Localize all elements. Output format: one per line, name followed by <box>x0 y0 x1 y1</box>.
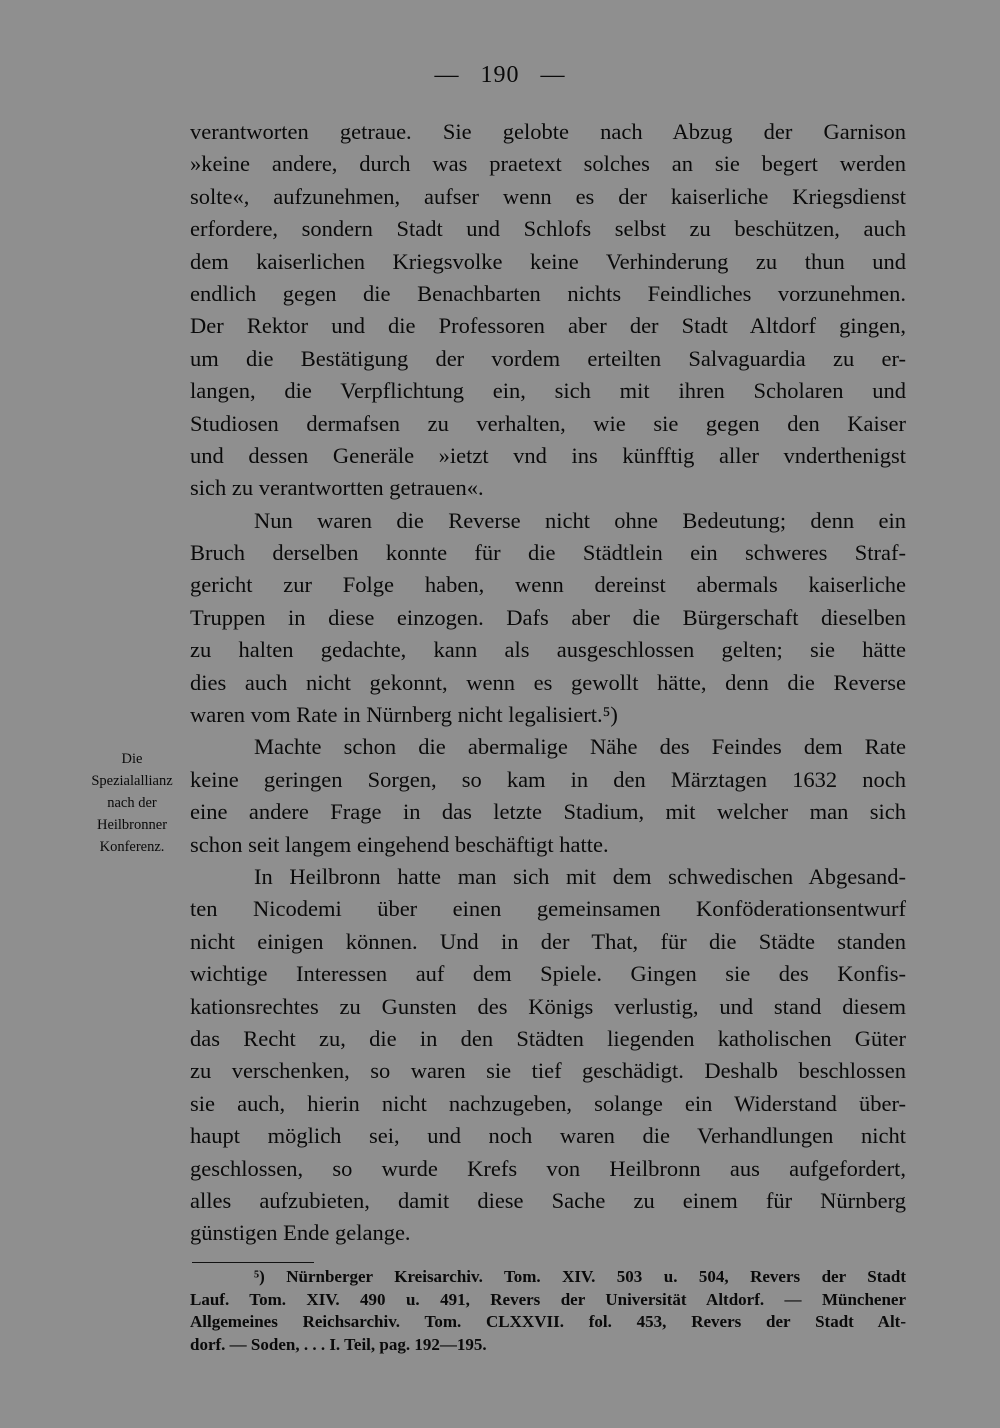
text-line: günstigen Ende gelange. <box>190 1220 411 1246</box>
margin-note-line: nach der <box>107 795 157 811</box>
text-line: Nun waren die Reverse nicht ohne Bedeutung; denn ein <box>254 507 906 533</box>
margin-note-line: Die <box>121 751 143 767</box>
header-dash-left: — <box>434 62 460 88</box>
text-line: endlich gegen die Benachbarten nichts Feindliches vorzunehmen. <box>190 280 906 306</box>
footnote-line: Lauf. Tom. XIV. 490 u. 491, Revers der Universität Altdorf. — Münchener <box>190 1289 906 1309</box>
header-dash-right: — <box>540 62 566 88</box>
text-line: kationsrechtes zu Gunsten des Königs verlustig, und stand diesem <box>190 993 906 1019</box>
text-line: Der Rektor und die Professoren aber der Stadt Altdorf gingen, <box>190 313 906 339</box>
text-line: dem kaiserlichen Kriegsvolke keine Verhinderung zu thun und <box>190 248 906 274</box>
text-line: alles aufzubieten, damit diese Sache zu einem für Nürnberg <box>190 1187 906 1213</box>
footnotes <box>190 1266 906 1356</box>
text-line: haupt möglich sei, und noch waren die Verhandlungen nicht <box>190 1123 906 1149</box>
text-line: Truppen in diese einzogen. Dafs aber die Bürgerschaft dieselben <box>190 604 906 630</box>
text-line: ten Nicodemi über einen gemeinsamen Konföderationsentwurf <box>190 896 906 922</box>
margin-note-line: Konferenz. <box>99 839 165 855</box>
text-line: dies auch nicht gekonnt, wenn es gewollt hätte, denn die Reverse <box>190 669 906 695</box>
text-line: und dessen Generäle »ietzt vnd ins künfftig aller vnderthenigst <box>190 442 906 468</box>
text-line: nicht einigen können. Und in der That, für die Städte standen <box>190 928 906 954</box>
text-line: zu verschenken, so waren sie tief geschädigt. Deshalb beschlossen <box>190 1058 906 1084</box>
text-line: Studiosen dermafsen zu verhalten, wie sie gegen den Kaiser <box>190 410 906 436</box>
text-line: das Recht zu, die in den Städten liegenden katholischen Güter <box>190 1025 906 1051</box>
text-line: In Heilbronn hatte man sich mit dem schwedischen Abgesand- <box>254 863 906 889</box>
text-line: erfordere, sondern Stadt und Schlofs selbst zu beschützen, auch <box>190 216 906 242</box>
main-text <box>190 116 906 1250</box>
text-line: Bruch derselben konnte für die Städtlein ein schweres Straf- <box>190 540 906 566</box>
margin-note-line: Heilbronner <box>96 817 168 833</box>
text-line: keine geringen Sorgen, so kam in den Märztagen 1632 noch <box>190 766 906 792</box>
page-header <box>0 62 1000 89</box>
text-line: sich zu verantwortten getrauen«. <box>190 475 484 501</box>
margin-note-line: Spezialallianz <box>91 773 173 789</box>
text-line: um die Bestätigung der vordem erteilten Salvaguardia zu er- <box>190 345 906 371</box>
footnote-line: Allgemeines Reichsarchiv. Tom. CLXXVII. fol. 453, Revers der Stadt Alt- <box>190 1312 906 1331</box>
text-line: zu halten gedachte, kann als ausgeschlossen gelten; sie hätte <box>190 637 906 663</box>
text-line: geschlossen, so wurde Krefs von Heilbronn aus aufgefordert, <box>190 1155 906 1181</box>
text-line: »keine andere, durch was praetext solches an sie begert werden <box>190 151 906 177</box>
footnote-divider <box>192 1262 314 1263</box>
text-line: solte«, aufzunehmen, aufser wenn es der kaiserliche Kriegsdienst <box>190 183 906 209</box>
text-line: gericht zur Folge haben, wenn dereinst abermals kaiserliche <box>190 572 906 598</box>
text-line: eine andere Frage in das letzte Stadium, mit welcher man sich <box>190 799 906 825</box>
footnote-line: dorf. — Soden, . . . I. Teil, pag. 192—195. <box>190 1334 487 1354</box>
text-line: schon seit langem eingehend beschäftigt hatte. <box>190 831 609 857</box>
text-line: langen, die Verpflichtung ein, sich mit ihren Scholaren und <box>190 378 906 404</box>
text-line: wichtige Interessen auf dem Spiele. Gingen sie des Konfis- <box>190 961 906 987</box>
page-number: 190 <box>480 62 520 88</box>
text-line: sie auch, hierin nicht nachzugeben, solange ein Widerstand über- <box>190 1090 906 1116</box>
text-line: waren vom Rate in Nürnberg nicht legalisiert.⁵) <box>190 702 618 728</box>
text-line: Machte schon die abermalige Nähe des Feindes dem Rate <box>254 734 906 760</box>
text-line: verantworten getraue. Sie gelobte nach Abzug der Garnison <box>190 119 906 144</box>
footnote-line: ⁵) Nürnberger Kreisarchiv. Tom. XIV. 503 u. 504, Revers der Stadt <box>254 1267 906 1286</box>
margin-note <box>82 748 182 858</box>
